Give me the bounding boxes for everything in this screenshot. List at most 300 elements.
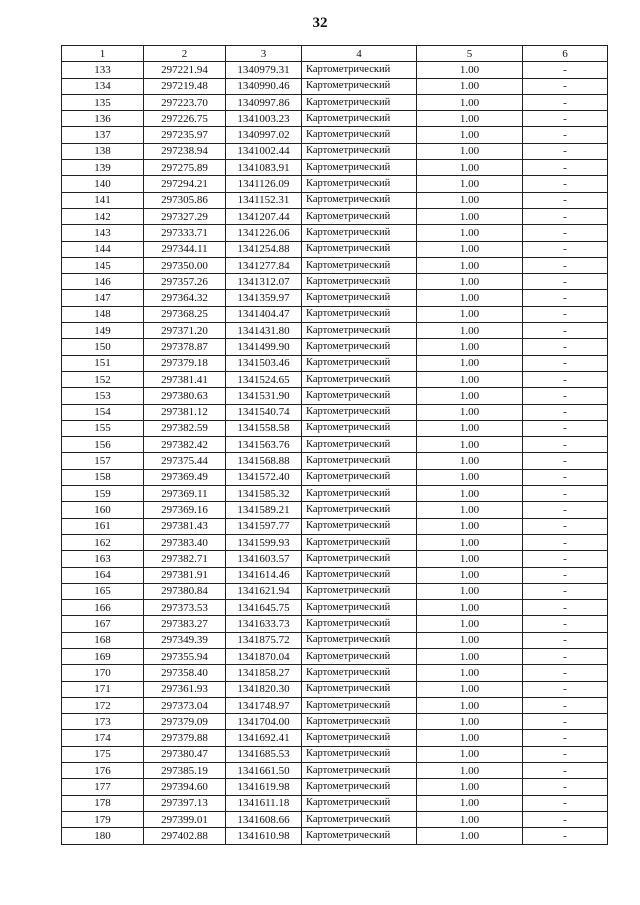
table-row (62, 355, 608, 371)
y-coordinate-cell: 1341599.93 (226, 534, 302, 550)
method-cell: Картометрический (302, 486, 417, 502)
y-coordinate-cell: 1341875.72 (226, 632, 302, 648)
note-cell: - (523, 811, 608, 827)
method-cell: Картометрический (302, 371, 417, 387)
table-row (62, 763, 608, 779)
y-coordinate-cell: 1341226.06 (226, 225, 302, 241)
x-coordinate-cell: 297349.39 (144, 632, 226, 648)
method-cell: Картометрический (302, 746, 417, 762)
y-coordinate-cell: 1341312.07 (226, 274, 302, 290)
y-coordinate-cell: 1341621.94 (226, 583, 302, 599)
accuracy-cell: 1.00 (417, 681, 523, 697)
table-row (62, 697, 608, 713)
point-number-cell: 156 (62, 437, 144, 453)
method-cell: Картометрический (302, 697, 417, 713)
point-number-cell: 154 (62, 404, 144, 420)
note-cell: - (523, 583, 608, 599)
table-row (62, 600, 608, 616)
accuracy-cell: 1.00 (417, 290, 523, 306)
point-number-cell: 134 (62, 78, 144, 94)
note-cell: - (523, 225, 608, 241)
note-cell: - (523, 241, 608, 257)
point-number-cell: 173 (62, 714, 144, 730)
note-cell: - (523, 290, 608, 306)
accuracy-cell: 1.00 (417, 795, 523, 811)
method-cell: Картометрический (302, 518, 417, 534)
note-cell: - (523, 567, 608, 583)
method-cell: Картометрический (302, 127, 417, 143)
y-coordinate-cell: 1341589.21 (226, 502, 302, 518)
header-cell-3: 3 (226, 46, 302, 62)
note-cell: - (523, 208, 608, 224)
x-coordinate-cell: 297382.71 (144, 551, 226, 567)
header-cell-4: 4 (302, 46, 417, 62)
table-row (62, 94, 608, 110)
method-cell: Картометрический (302, 225, 417, 241)
y-coordinate-cell: 1341563.76 (226, 437, 302, 453)
method-cell: Картометрический (302, 534, 417, 550)
accuracy-cell: 1.00 (417, 225, 523, 241)
accuracy-cell: 1.00 (417, 567, 523, 583)
x-coordinate-cell: 297373.04 (144, 697, 226, 713)
x-coordinate-cell: 297394.60 (144, 779, 226, 795)
note-cell: - (523, 274, 608, 290)
point-number-cell: 179 (62, 811, 144, 827)
point-number-cell: 143 (62, 225, 144, 241)
note-cell: - (523, 176, 608, 192)
point-number-cell: 165 (62, 583, 144, 599)
note-cell: - (523, 779, 608, 795)
point-number-cell: 144 (62, 241, 144, 257)
note-cell: - (523, 355, 608, 371)
point-number-cell: 145 (62, 257, 144, 273)
note-cell: - (523, 697, 608, 713)
x-coordinate-cell: 297294.21 (144, 176, 226, 192)
x-coordinate-cell: 297369.11 (144, 486, 226, 502)
y-coordinate-cell: 1341254.88 (226, 241, 302, 257)
table-row (62, 208, 608, 224)
accuracy-cell: 1.00 (417, 339, 523, 355)
x-coordinate-cell: 297375.44 (144, 453, 226, 469)
point-number-cell: 180 (62, 828, 144, 844)
method-cell: Картометрический (302, 795, 417, 811)
accuracy-cell: 1.00 (417, 518, 523, 534)
x-coordinate-cell: 297397.13 (144, 795, 226, 811)
point-number-cell: 135 (62, 94, 144, 110)
x-coordinate-cell: 297361.93 (144, 681, 226, 697)
note-cell: - (523, 551, 608, 567)
note-cell: - (523, 681, 608, 697)
x-coordinate-cell: 297358.40 (144, 665, 226, 681)
method-cell: Картометрический (302, 648, 417, 664)
y-coordinate-cell: 1341645.75 (226, 600, 302, 616)
method-cell: Картометрический (302, 665, 417, 681)
table-row (62, 795, 608, 811)
method-cell: Картометрический (302, 143, 417, 159)
method-cell: Картометрический (302, 763, 417, 779)
accuracy-cell: 1.00 (417, 388, 523, 404)
table-row (62, 176, 608, 192)
y-coordinate-cell: 1341524.65 (226, 371, 302, 387)
page-number: 32 (312, 15, 328, 31)
table-row (62, 828, 608, 844)
table-row (62, 502, 608, 518)
y-coordinate-cell: 1341820.30 (226, 681, 302, 697)
table-row (62, 518, 608, 534)
x-coordinate-cell: 297383.40 (144, 534, 226, 550)
x-coordinate-cell: 297219.48 (144, 78, 226, 94)
point-number-cell: 157 (62, 453, 144, 469)
accuracy-cell: 1.00 (417, 208, 523, 224)
y-coordinate-cell: 1341207.44 (226, 208, 302, 224)
accuracy-cell: 1.00 (417, 811, 523, 827)
accuracy-cell: 1.00 (417, 127, 523, 143)
y-coordinate-cell: 1341619.98 (226, 779, 302, 795)
accuracy-cell: 1.00 (417, 94, 523, 110)
method-cell: Картометрический (302, 111, 417, 127)
method-cell: Картометрический (302, 811, 417, 827)
accuracy-cell: 1.00 (417, 176, 523, 192)
table-row (62, 567, 608, 583)
x-coordinate-cell: 297380.63 (144, 388, 226, 404)
accuracy-cell: 1.00 (417, 583, 523, 599)
method-cell: Картометрический (302, 241, 417, 257)
method-cell: Картометрический (302, 355, 417, 371)
x-coordinate-cell: 297381.41 (144, 371, 226, 387)
point-number-cell: 160 (62, 502, 144, 518)
method-cell: Картометрический (302, 323, 417, 339)
y-coordinate-cell: 1341692.41 (226, 730, 302, 746)
table-row (62, 306, 608, 322)
accuracy-cell: 1.00 (417, 616, 523, 632)
x-coordinate-cell: 297381.91 (144, 567, 226, 583)
accuracy-cell: 1.00 (417, 143, 523, 159)
accuracy-cell: 1.00 (417, 828, 523, 844)
point-number-cell: 169 (62, 648, 144, 664)
y-coordinate-cell: 1341558.58 (226, 420, 302, 436)
method-cell: Картометрический (302, 94, 417, 110)
y-coordinate-cell: 1341661.50 (226, 763, 302, 779)
x-coordinate-cell: 297378.87 (144, 339, 226, 355)
accuracy-cell: 1.00 (417, 746, 523, 762)
point-number-cell: 167 (62, 616, 144, 632)
note-cell: - (523, 127, 608, 143)
method-cell: Картометрический (302, 828, 417, 844)
note-cell: - (523, 518, 608, 534)
point-number-cell: 139 (62, 160, 144, 176)
point-number-cell: 148 (62, 306, 144, 322)
point-number-cell: 159 (62, 486, 144, 502)
note-cell: - (523, 763, 608, 779)
accuracy-cell: 1.00 (417, 469, 523, 485)
note-cell: - (523, 502, 608, 518)
x-coordinate-cell: 297379.88 (144, 730, 226, 746)
accuracy-cell: 1.00 (417, 241, 523, 257)
y-coordinate-cell: 1341858.27 (226, 665, 302, 681)
accuracy-cell: 1.00 (417, 697, 523, 713)
note-cell: - (523, 616, 608, 632)
accuracy-cell: 1.00 (417, 551, 523, 567)
method-cell: Картометрический (302, 583, 417, 599)
x-coordinate-cell: 297381.12 (144, 404, 226, 420)
header-cell-2: 2 (144, 46, 226, 62)
point-number-cell: 170 (62, 665, 144, 681)
accuracy-cell: 1.00 (417, 192, 523, 208)
table-row (62, 437, 608, 453)
table-row (62, 681, 608, 697)
method-cell: Картометрический (302, 290, 417, 306)
point-number-cell: 171 (62, 681, 144, 697)
x-coordinate-cell: 297305.86 (144, 192, 226, 208)
x-coordinate-cell: 297369.49 (144, 469, 226, 485)
method-cell: Картометрический (302, 339, 417, 355)
y-coordinate-cell: 1341608.66 (226, 811, 302, 827)
y-coordinate-cell: 1341503.46 (226, 355, 302, 371)
table-row (62, 371, 608, 387)
point-number-cell: 164 (62, 567, 144, 583)
note-cell: - (523, 665, 608, 681)
method-cell: Картометрический (302, 306, 417, 322)
point-number-cell: 147 (62, 290, 144, 306)
table-row (62, 583, 608, 599)
accuracy-cell: 1.00 (417, 779, 523, 795)
note-cell: - (523, 795, 608, 811)
point-number-cell: 146 (62, 274, 144, 290)
method-cell: Картометрический (302, 274, 417, 290)
accuracy-cell: 1.00 (417, 632, 523, 648)
method-cell: Картометрический (302, 600, 417, 616)
table-row (62, 779, 608, 795)
y-coordinate-cell: 1341610.98 (226, 828, 302, 844)
accuracy-cell: 1.00 (417, 714, 523, 730)
note-cell: - (523, 388, 608, 404)
y-coordinate-cell: 1341748.97 (226, 697, 302, 713)
y-coordinate-cell: 1341685.53 (226, 746, 302, 762)
table-row (62, 111, 608, 127)
table-row (62, 127, 608, 143)
point-number-cell: 151 (62, 355, 144, 371)
note-cell: - (523, 437, 608, 453)
y-coordinate-cell: 1341633.73 (226, 616, 302, 632)
x-coordinate-cell: 297380.47 (144, 746, 226, 762)
note-cell: - (523, 632, 608, 648)
accuracy-cell: 1.00 (417, 257, 523, 273)
x-coordinate-cell: 297379.09 (144, 714, 226, 730)
point-number-cell: 153 (62, 388, 144, 404)
note-cell: - (523, 371, 608, 387)
method-cell: Картометрический (302, 681, 417, 697)
accuracy-cell: 1.00 (417, 600, 523, 616)
table-row (62, 62, 608, 78)
y-coordinate-cell: 1341585.32 (226, 486, 302, 502)
x-coordinate-cell: 297382.59 (144, 420, 226, 436)
accuracy-cell: 1.00 (417, 437, 523, 453)
table-row (62, 160, 608, 176)
point-number-cell: 175 (62, 746, 144, 762)
y-coordinate-cell: 1341611.18 (226, 795, 302, 811)
point-number-cell: 177 (62, 779, 144, 795)
y-coordinate-cell: 1341870.04 (226, 648, 302, 664)
note-cell: - (523, 192, 608, 208)
point-number-cell: 158 (62, 469, 144, 485)
method-cell: Картометрический (302, 388, 417, 404)
accuracy-cell: 1.00 (417, 111, 523, 127)
method-cell: Картометрический (302, 453, 417, 469)
y-coordinate-cell: 1341568.88 (226, 453, 302, 469)
table-row (62, 534, 608, 550)
note-cell: - (523, 143, 608, 159)
table-row (62, 648, 608, 664)
table-row (62, 192, 608, 208)
note-cell: - (523, 306, 608, 322)
point-number-cell: 152 (62, 371, 144, 387)
table-row (62, 616, 608, 632)
table-row (62, 486, 608, 502)
accuracy-cell: 1.00 (417, 404, 523, 420)
method-cell: Картометрический (302, 502, 417, 518)
note-cell: - (523, 534, 608, 550)
y-coordinate-cell: 1341531.90 (226, 388, 302, 404)
method-cell: Картометрический (302, 192, 417, 208)
table-row (62, 551, 608, 567)
note-cell: - (523, 746, 608, 762)
note-cell: - (523, 404, 608, 420)
accuracy-cell: 1.00 (417, 453, 523, 469)
x-coordinate-cell: 297223.70 (144, 94, 226, 110)
x-coordinate-cell: 297382.42 (144, 437, 226, 453)
table-row (62, 665, 608, 681)
table-row (62, 323, 608, 339)
accuracy-cell: 1.00 (417, 534, 523, 550)
header-cell-5: 5 (417, 46, 523, 62)
x-coordinate-cell: 297238.94 (144, 143, 226, 159)
accuracy-cell: 1.00 (417, 323, 523, 339)
accuracy-cell: 1.00 (417, 502, 523, 518)
x-coordinate-cell: 297368.25 (144, 306, 226, 322)
method-cell: Картометрический (302, 420, 417, 436)
accuracy-cell: 1.00 (417, 78, 523, 94)
y-coordinate-cell: 1341704.00 (226, 714, 302, 730)
table-row (62, 811, 608, 827)
coordinates-table (61, 45, 608, 845)
table-row (62, 420, 608, 436)
note-cell: - (523, 78, 608, 94)
note-cell: - (523, 730, 608, 746)
method-cell: Картометрический (302, 567, 417, 583)
y-coordinate-cell: 1341152.31 (226, 192, 302, 208)
x-coordinate-cell: 297399.01 (144, 811, 226, 827)
method-cell: Картометрический (302, 78, 417, 94)
point-number-cell: 163 (62, 551, 144, 567)
accuracy-cell: 1.00 (417, 62, 523, 78)
method-cell: Картометрический (302, 404, 417, 420)
accuracy-cell: 1.00 (417, 420, 523, 436)
table-row (62, 388, 608, 404)
point-number-cell: 178 (62, 795, 144, 811)
accuracy-cell: 1.00 (417, 306, 523, 322)
table-row (62, 241, 608, 257)
point-number-cell: 155 (62, 420, 144, 436)
header-cell-1: 1 (62, 46, 144, 62)
point-number-cell: 142 (62, 208, 144, 224)
y-coordinate-cell: 1341003.23 (226, 111, 302, 127)
note-cell: - (523, 111, 608, 127)
note-cell: - (523, 323, 608, 339)
y-coordinate-cell: 1341540.74 (226, 404, 302, 420)
note-cell: - (523, 486, 608, 502)
table-row (62, 469, 608, 485)
point-number-cell: 150 (62, 339, 144, 355)
x-coordinate-cell: 297235.97 (144, 127, 226, 143)
x-coordinate-cell: 297379.18 (144, 355, 226, 371)
point-number-cell: 166 (62, 600, 144, 616)
point-number-cell: 168 (62, 632, 144, 648)
note-cell: - (523, 469, 608, 485)
method-cell: Картометрический (302, 62, 417, 78)
table-row (62, 225, 608, 241)
point-number-cell: 136 (62, 111, 144, 127)
table-row (62, 339, 608, 355)
y-coordinate-cell: 1341277.84 (226, 257, 302, 273)
method-cell: Картометрический (302, 632, 417, 648)
y-coordinate-cell: 1341083.91 (226, 160, 302, 176)
point-number-cell: 161 (62, 518, 144, 534)
header-row (62, 46, 608, 62)
x-coordinate-cell: 297364.32 (144, 290, 226, 306)
table-row (62, 714, 608, 730)
note-cell: - (523, 62, 608, 78)
point-number-cell: 172 (62, 697, 144, 713)
table-row (62, 404, 608, 420)
point-number-cell: 140 (62, 176, 144, 192)
x-coordinate-cell: 297402.88 (144, 828, 226, 844)
note-cell: - (523, 828, 608, 844)
accuracy-cell: 1.00 (417, 648, 523, 664)
x-coordinate-cell: 297355.94 (144, 648, 226, 664)
method-cell: Картометрический (302, 779, 417, 795)
y-coordinate-cell: 1341499.90 (226, 339, 302, 355)
accuracy-cell: 1.00 (417, 763, 523, 779)
method-cell: Картометрический (302, 714, 417, 730)
method-cell: Картометрический (302, 176, 417, 192)
point-number-cell: 138 (62, 143, 144, 159)
x-coordinate-cell: 297380.84 (144, 583, 226, 599)
table-row (62, 274, 608, 290)
note-cell: - (523, 339, 608, 355)
y-coordinate-cell: 1341359.97 (226, 290, 302, 306)
accuracy-cell: 1.00 (417, 371, 523, 387)
x-coordinate-cell: 297373.53 (144, 600, 226, 616)
method-cell: Картометрический (302, 437, 417, 453)
table-row (62, 78, 608, 94)
x-coordinate-cell: 297344.11 (144, 241, 226, 257)
accuracy-cell: 1.00 (417, 665, 523, 681)
method-cell: Картометрический (302, 469, 417, 485)
x-coordinate-cell: 297385.19 (144, 763, 226, 779)
y-coordinate-cell: 1341002.44 (226, 143, 302, 159)
point-number-cell: 162 (62, 534, 144, 550)
point-number-cell: 141 (62, 192, 144, 208)
x-coordinate-cell: 297221.94 (144, 62, 226, 78)
table-header (62, 46, 608, 62)
y-coordinate-cell: 1340990.46 (226, 78, 302, 94)
y-coordinate-cell: 1341404.47 (226, 306, 302, 322)
note-cell: - (523, 160, 608, 176)
table-body (62, 62, 608, 844)
table-row (62, 632, 608, 648)
accuracy-cell: 1.00 (417, 730, 523, 746)
table-row (62, 730, 608, 746)
